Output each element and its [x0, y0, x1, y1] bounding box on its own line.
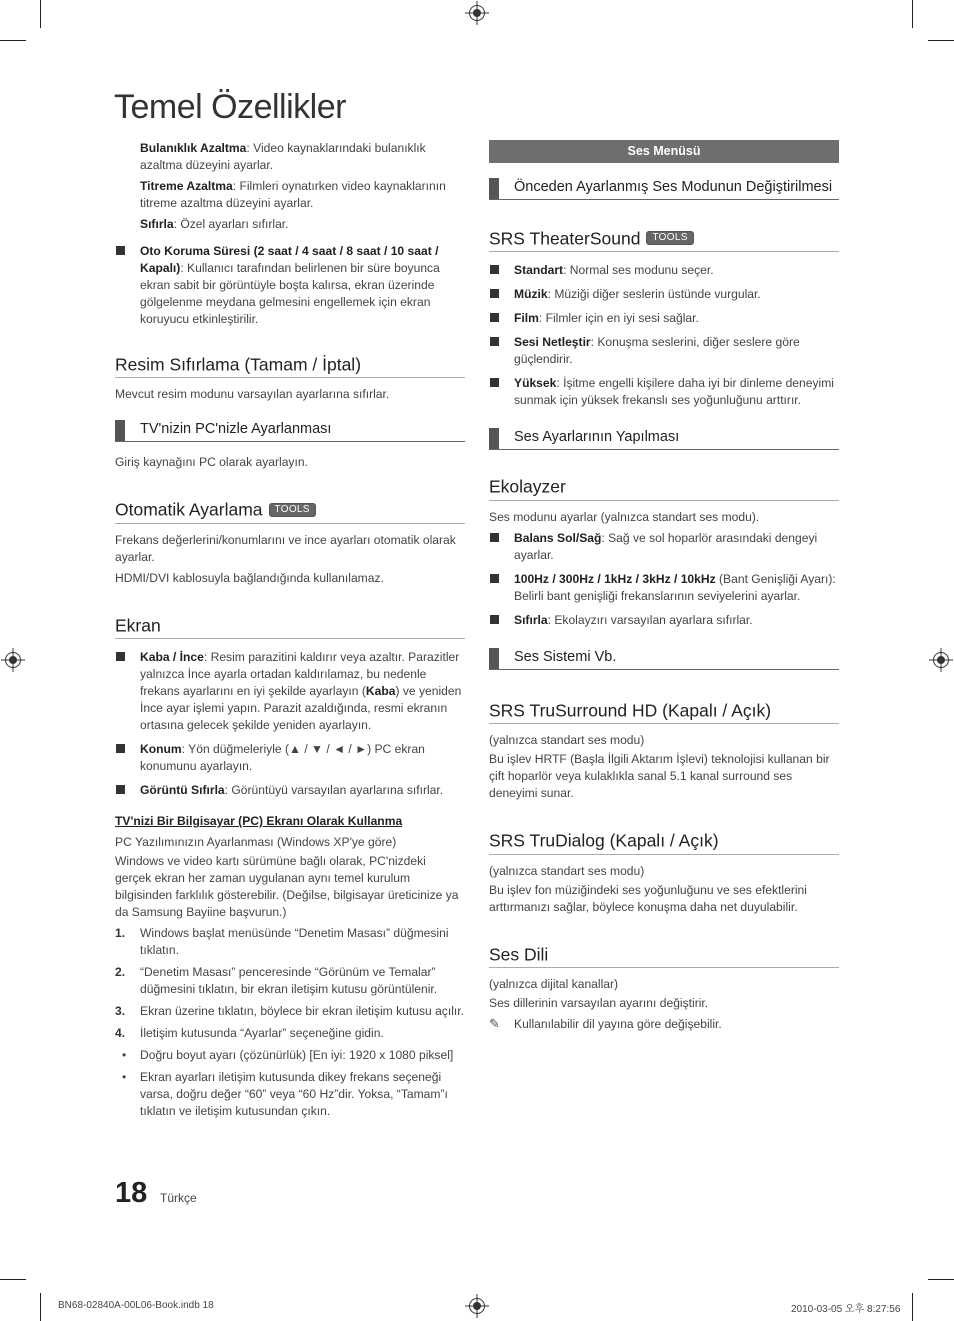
list-item: Standart: Normal ses modunu seçer. — [489, 262, 839, 279]
square-bullet-icon — [490, 378, 499, 387]
list-item: Film: Filmler için en iyi sesi sağlar. — [489, 310, 839, 327]
section-note: (yalnızca standart ses modu) — [489, 863, 645, 878]
list-item: Görüntü Sıfırla: Görüntüyü varsayılan ayarlarına sıfırlar. — [115, 782, 465, 799]
section-text: Frekans değerlerini/konumlarını ve ince ayarları otomatik olarak ayarlar. — [115, 532, 456, 564]
tools-icon: TOOLS — [269, 503, 316, 517]
square-bullet-icon — [490, 533, 499, 542]
section-text: Giriş kaynağını PC olarak ayarlayın. — [115, 455, 308, 470]
list-item: Balans Sol/Sağ: Sağ ve sol hoparlör arasındaki dengeyi ayarlar. — [489, 530, 839, 564]
subsection-heading: Önceden Ayarlanmış Ses Modunun Değiştirilmesi — [489, 177, 839, 200]
section-text: Bu işlev fon müziğindeki ses yoğunluğunu ve ses efektlerini arttırmanızı sağlar, böylece konuşma daha net duyulabilir. — [489, 882, 807, 914]
list-item: Müzik: Müziği diğer seslerin üstünde vurgular. — [489, 286, 839, 303]
section-heading: Ses Dili — [489, 942, 839, 968]
section-heading: SRS TruDialog (Kapalı / Açık) — [489, 828, 839, 854]
step-item: 1. Windows başlat menüsünde “Denetim Masası” düğmesini tıklatın. — [115, 926, 449, 958]
tools-icon: TOOLS — [646, 231, 693, 245]
section-heading: Resim Sıfırlama (Tamam / İptal) — [115, 352, 465, 378]
topic-heading: TV'nizi Bir Bilgisayar (PC) Ekranı Olarak Kullanma — [115, 814, 403, 829]
section-note: (yalnızca standart ses modu) — [489, 733, 645, 748]
square-bullet-icon — [490, 289, 499, 298]
square-bullet-icon — [116, 246, 125, 255]
left-column — [115, 140, 465, 1125]
intro-item: Titreme Azaltma: Filmleri oynatırken video kaynaklarının titreme azaltma düzeyini ayarlar. — [140, 179, 446, 210]
bullet-dot-icon: • — [122, 1070, 127, 1085]
page-title: Temel Özellikler — [114, 88, 346, 126]
footer-language: Türkçe — [160, 1191, 197, 1205]
crop-mark — [0, 1279, 26, 1280]
registration-mark-icon — [469, 1298, 485, 1314]
bullet-dot-icon: • — [122, 1048, 127, 1063]
square-bullet-icon — [490, 574, 499, 583]
intro-item: Sıfırla: Özel ayarları sıfırlar. — [140, 217, 289, 231]
section-text: HDMI/DVI kablosuyla bağlandığında kullanılamaz. — [115, 570, 384, 585]
crop-mark — [912, 0, 913, 28]
step-item: 4. İletişim kutusunda “Ayarlar” seçeneğine gidin. — [115, 1026, 384, 1041]
subsection-heading: Ses Ayarlarının Yapılması — [489, 427, 839, 450]
square-bullet-icon — [490, 313, 499, 322]
crop-mark — [912, 1293, 913, 1321]
section-text: Bu işlev HRTF (Başla İlgili Aktarım İşlevi) teknolojisi kullanan bir çift hoparlör veya kulaklıkla sanal 5.1 kanal surround ses deneyimi sunar. — [489, 752, 830, 801]
registration-mark-icon — [469, 5, 485, 21]
dot-item: • Doğru boyut ayarı (çözünürlük) [En iyi: 1920 x 1080 piksel] — [122, 1048, 454, 1063]
list-item: Yüksek: İşitme engelli kişilere daha iyi bir dinleme deneyimi sunmak için yüksek frekanslı ses yoğunluğunu arttırır. — [489, 375, 839, 409]
dot-item: • Ekran ayarları iletişim kutusunda dikey frekans seçeneği varsa, doğru değer “60” veya “60 Hz”dir. Yoksa, “Tamam”ı tıklatın ve iletişim kutusundan çıkın. — [122, 1070, 448, 1119]
right-column — [489, 140, 839, 1033]
crop-mark — [928, 40, 954, 41]
section-text: Ses modunu ayarlar (yalnızca standart ses modu). — [489, 509, 760, 524]
section-text: Ses dillerinin varsayılan ayarını değiştirir. — [489, 995, 709, 1010]
square-bullet-icon — [490, 265, 499, 274]
memo-note: ✎ Kullanılabilir dil yayına göre değişebilir. — [489, 1015, 722, 1031]
section-heading: Ekolayzer — [489, 474, 839, 500]
registration-mark-icon — [5, 652, 21, 668]
square-bullet-icon — [116, 744, 125, 753]
section-note: (yalnızca dijital kanallar) — [489, 976, 619, 991]
list-item: Sesi Netleştir: Konuşma seslerini, diğer seslere göre güçlendirir. — [489, 334, 839, 368]
list-item: Oto Koruma Süresi (2 saat / 4 saat / 8 saat / 10 saat / Kapalı): Kullanıcı tarafından belirlenen bir süre boyunca ekran sabit bir görüntüyle boşta kalırsa, ekran üzerinde gölgelenme meydana gelmesini engellemek için ekran koruyucu etkinleştirilir. — [115, 243, 465, 328]
intro-item: Bulanıklık Azaltma: Video kaynaklarındaki bulanıklık azaltma düzeyini ayarlar. — [140, 141, 426, 172]
list-item: Konum: Yön düğmeleriyle (▲ / ▼ / ◄ / ►) PC ekran konumunu ayarlayın. — [115, 741, 465, 775]
step-item: 3. Ekran üzerine tıklatın, böylece bir ekran iletişim kutusu açılır. — [115, 1004, 464, 1019]
print-slug-file: BN68-02840A-00L06-Book.indb 18 — [58, 1300, 214, 1311]
crop-mark — [40, 1293, 41, 1321]
list-item: Sıfırla: Ekolayzırı varsayılan ayarlara sıfırlar. — [489, 612, 839, 629]
square-bullet-icon — [490, 615, 499, 624]
section-heading: SRS TheaterSound TOOLS — [489, 226, 839, 252]
list-item: Kaba / İnce: Resim parazitini kaldırır veya azaltır. Parazitler yalnızca İnce ayarla ortadan kaldırılamaz, bu nedenle frekans ayarlarını en iyi şekilde ayarlayın (Kaba) ve yeniden İnce ayar işlemi yapın. Parazit azaldığında, resmi ekranın ortasına gelecek şekilde yeniden ayarlayın. — [115, 649, 465, 734]
menu-banner: Ses Menüsü — [489, 140, 839, 163]
section-text: Mevcut resim modunu varsayılan ayarlarına sıfırlar. — [115, 387, 390, 402]
square-bullet-icon — [490, 337, 499, 346]
square-bullet-icon — [116, 785, 125, 794]
print-slug-timestamp: 2010-03-05 오후 8:27:56 — [791, 1304, 901, 1315]
page-number: 18 — [115, 1177, 148, 1209]
square-bullet-icon — [116, 652, 125, 661]
list-item: 100Hz / 300Hz / 1kHz / 3kHz / 10kHz (Bant Genişliği Ayarı): Belirli bant genişliği frekanslarının seviyelerini ayarlar. — [489, 571, 839, 605]
section-heading: Ekran — [115, 613, 465, 639]
subsection-heading: TV'nizin PC'nizle Ayarlanması — [115, 419, 465, 442]
section-heading: SRS TruSurround HD (Kapalı / Açık) — [489, 698, 839, 724]
crop-mark — [40, 0, 41, 28]
step-item: 2. “Denetim Masası” penceresinde “Görünüm ve Temalar” düğmesini tıklatın, bir ekran iletişim kutusu görüntülenir. — [115, 965, 438, 997]
crop-mark — [0, 40, 26, 41]
topic-subtitle: PC Yazılımınızın Ayarlanması (Windows XP'ye göre) — [115, 835, 397, 850]
topic-intro: Windows ve video kartı sürümüne bağlı olarak, PC'nizdeki gerçek ekran her zaman uygulanan aynı temel kurulum bilgisinden farklılık gösterebilir. (Değilse, bilgisayar üreticinize ya da Samsung Bayiine başvurun.) — [115, 854, 459, 920]
pencil-note-icon: ✎ — [489, 1015, 500, 1031]
section-heading: Otomatik Ayarlama TOOLS — [115, 497, 465, 523]
registration-mark-icon — [933, 652, 949, 668]
crop-mark — [928, 1279, 954, 1280]
subsection-heading: Ses Sistemi Vb. — [489, 647, 839, 670]
